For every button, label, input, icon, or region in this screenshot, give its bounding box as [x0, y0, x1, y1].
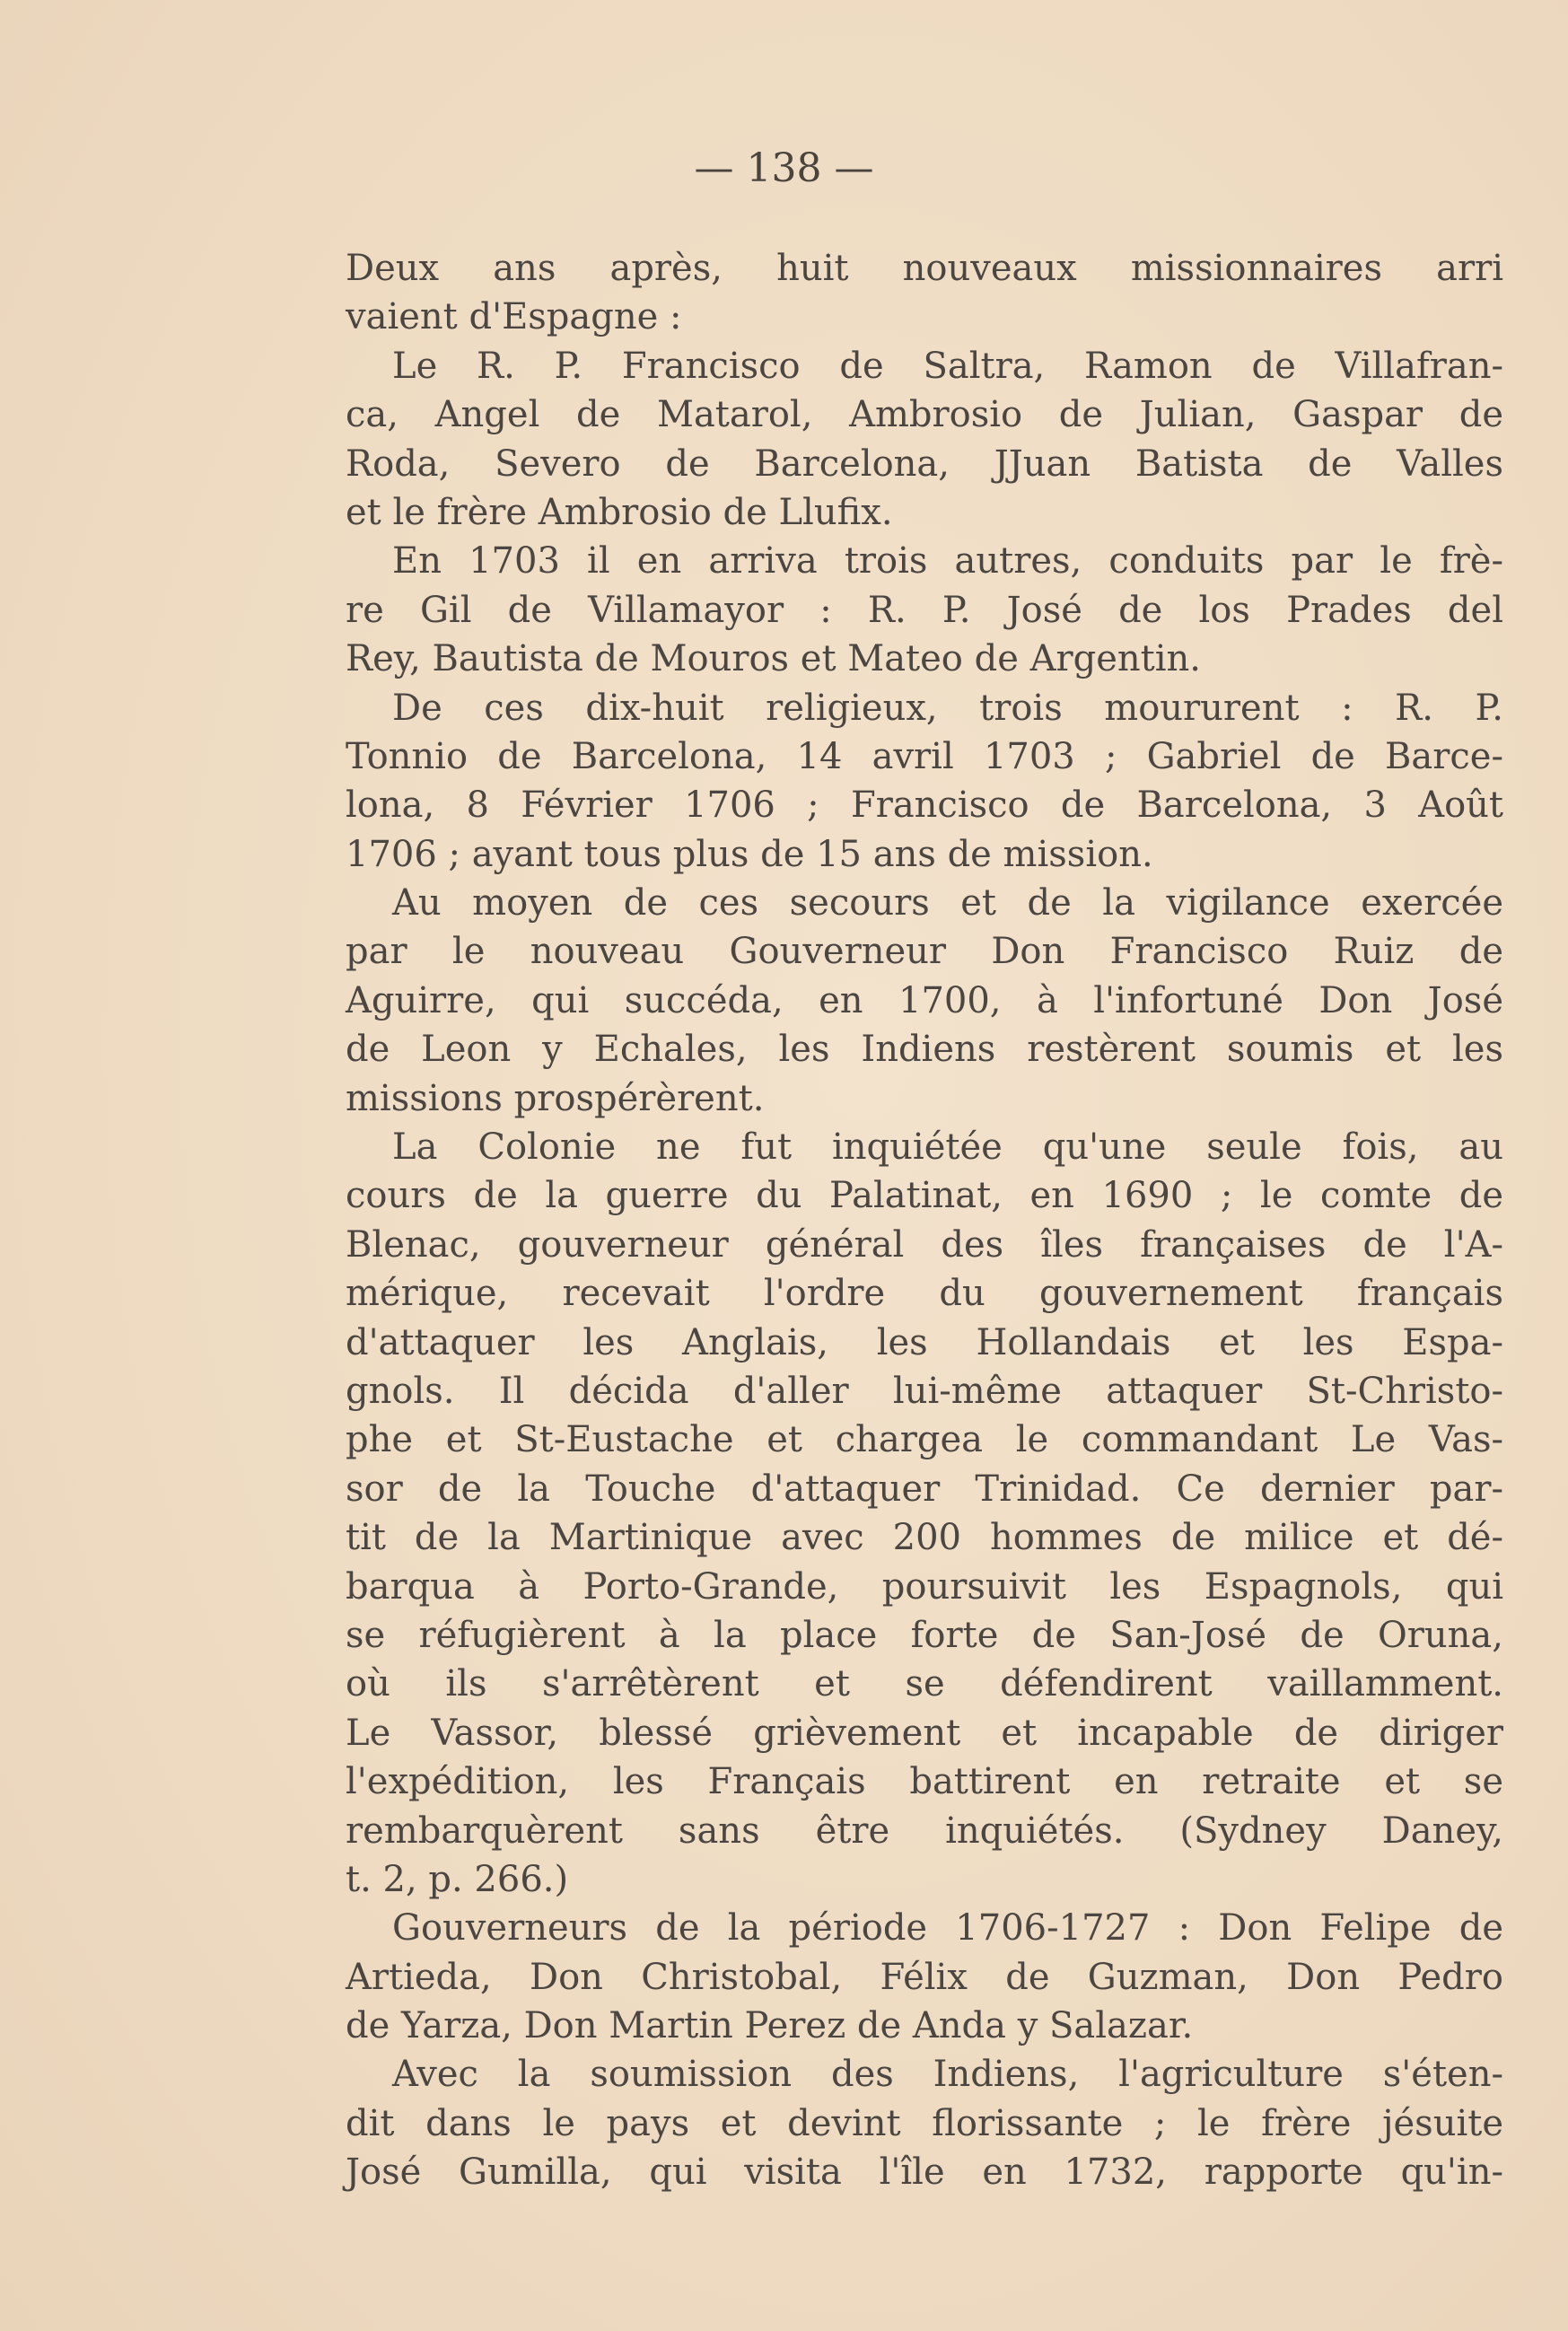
text-line: phe et St-Eustache et chargea le commandant Le Vas- [346, 1419, 1503, 1461]
text-line: La Colonie ne fut inquiétée qu'une seule fois, au [392, 1126, 1503, 1169]
text-line: 1706 ; ayant tous plus de 15 ans de mission. [346, 833, 1153, 875]
text-line: par le nouveau Gouverneur Don Francisco Ruiz de [346, 931, 1503, 973]
text-line: barqua à Porto-Grande, poursuivit les Espagnols, qui [346, 1565, 1503, 1608]
text-line: Le Vassor, blessé grièvement et incapable de diriger [346, 1712, 1503, 1754]
text-line: Tonnio de Barcelona, 14 avril 1703 ; Gabriel de Barce- [346, 735, 1503, 777]
text-line: Deux ans après, huit nouveaux missionnaires arri [346, 248, 1503, 289]
text-line: t. 2, p. 266.) [346, 1858, 569, 1900]
text-line: Le R. P. Francisco de Saltra, Ramon de Villafran- [392, 345, 1503, 387]
text-line: sor de la Touche d'attaquer Trinidad. Ce dernier par- [346, 1468, 1503, 1510]
text-line: mérique, recevait l'ordre du gouvernement français [346, 1273, 1503, 1315]
text-line: re Gil de Villamayor : R. P. José de los Prades del [346, 589, 1503, 631]
body-text [346, 244, 1503, 2197]
text-line: ca, Angel de Matarol, Ambrosio de Julian, Gaspar de [346, 394, 1503, 436]
text-line: l'expédition, les Français battirent en retraite et se [346, 1761, 1503, 1803]
text-line: Gouverneurs de la période 1706-1727 : Don Felipe de [392, 1907, 1503, 1950]
text-line: et le frère Ambrosio de Llufix. [346, 491, 893, 533]
text-line: rembarquèrent sans être inquiétés. (Sydney Daney, [346, 1810, 1503, 1852]
text-line: dit dans le pays et devint florissante ; le frère jésuite [346, 2102, 1503, 2144]
text-line: d'attaquer les Anglais, les Hollandais et les Espa- [346, 1321, 1503, 1363]
page-number: — 138 — [694, 145, 874, 191]
text-line: Blenac, gouverneur général des îles françaises de l'A- [346, 1223, 1503, 1266]
text-line: se réfugièrent à la place forte de San-José de Oruna, [346, 1614, 1503, 1656]
text-line: gnols. Il décida d'aller lui-même attaquer St-Christo- [346, 1370, 1503, 1412]
text-line: Au moyen de ces secours et de la vigilance exercée [392, 882, 1503, 925]
text-line: de Leon y Echales, les Indiens restèrent soumis et les [346, 1029, 1503, 1071]
text-line: de Yarza, Don Martin Perez de Anda y Salazar. [346, 2005, 1194, 2047]
text-line: De ces dix-huit religieux, trois moururent : R. P. [392, 687, 1503, 729]
text-line: missions prospérèrent. [346, 1077, 765, 1119]
text-line: Artieda, Don Christobal, Félix de Guzman, Don Pedro [346, 1956, 1503, 1998]
text-line: Aguirre, qui succéda, en 1700, à l'infortuné Don José [346, 979, 1503, 1021]
text-line: Rey, Bautista de Mouros et Mateo de Argentin. [346, 638, 1201, 680]
text-line: En 1703 il en arriva trois autres, conduits par le frè- [392, 540, 1503, 583]
text-line: Roda, Severo de Barcelona, JJuan Batista de Valles [346, 443, 1503, 485]
text-line: lona, 8 Février 1706 ; Francisco de Barcelona, 3 Août [346, 784, 1503, 827]
text-line: cours de la guerre du Palatinat, en 1690 ; le comte de [346, 1175, 1503, 1217]
text-line: José Gumilla, qui visita l'île en 1732, rapporte qu'in- [346, 2151, 1503, 2194]
text-line: où ils s'arrêtèrent et se défendirent vaillamment. [346, 1663, 1503, 1705]
text-line: Avec la soumission des Indiens, l'agriculture s'éten- [392, 2054, 1503, 2096]
text-line: tit de la Martinique avec 200 hommes de milice et dé- [346, 1517, 1503, 1559]
text-line: vaient d'Espagne : [346, 296, 682, 338]
